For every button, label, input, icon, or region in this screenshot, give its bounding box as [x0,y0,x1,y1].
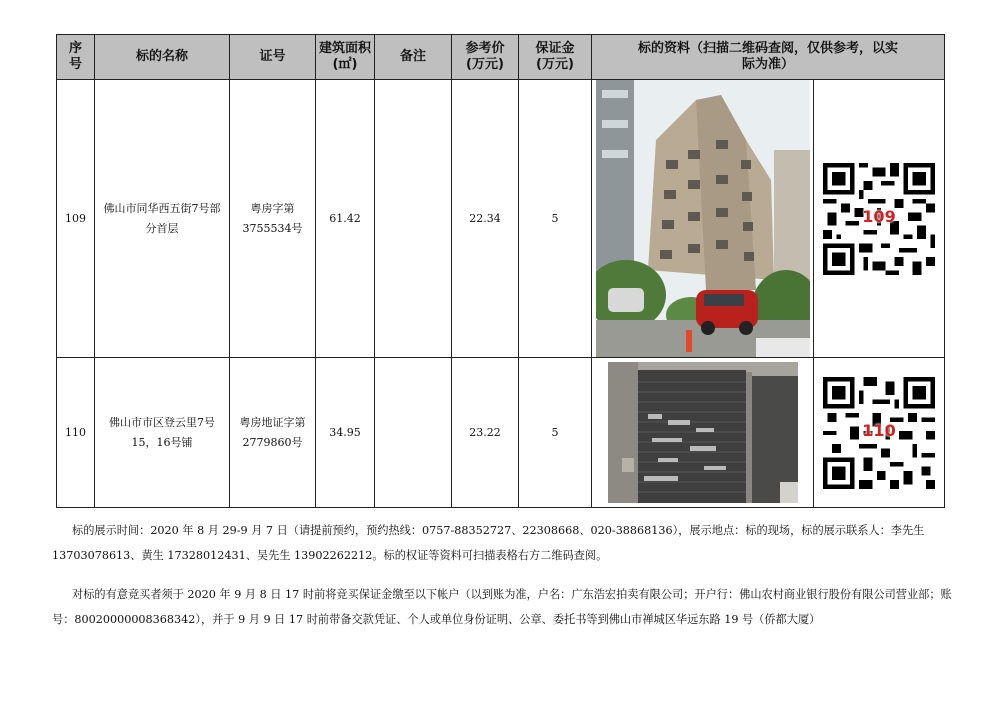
deposit-info-paragraph [52,582,952,632]
cell-qr [814,80,945,358]
cell-seq: 110 [57,358,95,508]
cell-price: 22.34 [452,80,519,358]
viewing-info-paragraph [52,518,952,568]
table-row [57,80,945,358]
viewing-info-text: 标的展示时间：2020 年 8 月 29-9 月 7 日（请提前预约，预约热线：0757-88352727、22308668、020-38868136），展示地点：标的现场，标的展示联系人：李先生 13703078613、黄生 17328012431、吴先生 13902262212。标的权证等资料可扫描表格右方二维码查阅。 [52,524,925,562]
cell-photo [592,80,814,358]
header-seq: 序号 [57,35,95,80]
table-header-row [57,35,945,80]
cell-area: 34.95 [316,358,375,508]
table-row [57,358,945,508]
cell-name: 佛山市市区登云里7号15，16号铺 [95,358,230,508]
cell-remark [375,80,452,358]
cell-qr [814,358,945,508]
cell-cert: 粤房地证字第2779860号 [230,358,316,508]
cell-deposit: 5 [519,358,592,508]
cell-cert: 粤房字第3755534号 [230,80,316,358]
qr-label: 110 [862,420,896,440]
header-area: 建筑面积(㎡) [316,35,375,80]
cell-name: 佛山市同华西五街7号部分首层 [95,80,230,358]
cell-area: 61.42 [316,80,375,358]
deposit-info-text: 对标的有意竞买者须于 2020 年 9 月 8 日 17 时前将竞买保证金缴至以下帐户（以到账为准，户名：广东浩宏拍卖有限公司；开户行：佛山农村商业银行股份有限公司营业部；账号：80020000008368342），并于 9 月 9 日 17 时前带备交款凭证、个人或单位身份证明、公章、委托书等到佛山市禅城区华远东路 19 号（侨都大厦） [52,588,952,626]
shopfront-photo [608,362,798,503]
cell-photo [592,358,814,508]
header-price: 参考价(万元) [452,35,519,80]
cell-price: 23.22 [452,358,519,508]
cell-deposit: 5 [519,80,592,358]
header-remark: 备注 [375,35,452,80]
header-name: 标的名称 [95,35,230,80]
header-deposit: 保证金(万元) [519,35,592,80]
building-photo [596,80,810,357]
header-material: 标的资料（扫描二维码查阅，仅供参考，以实际为准） [592,35,945,80]
cell-remark [375,358,452,508]
qr-code [823,377,935,489]
qr-label: 109 [862,206,896,226]
qr-code [823,163,935,275]
header-cert: 证号 [230,35,316,80]
auction-items-table [56,34,945,508]
cell-seq: 109 [57,80,95,358]
